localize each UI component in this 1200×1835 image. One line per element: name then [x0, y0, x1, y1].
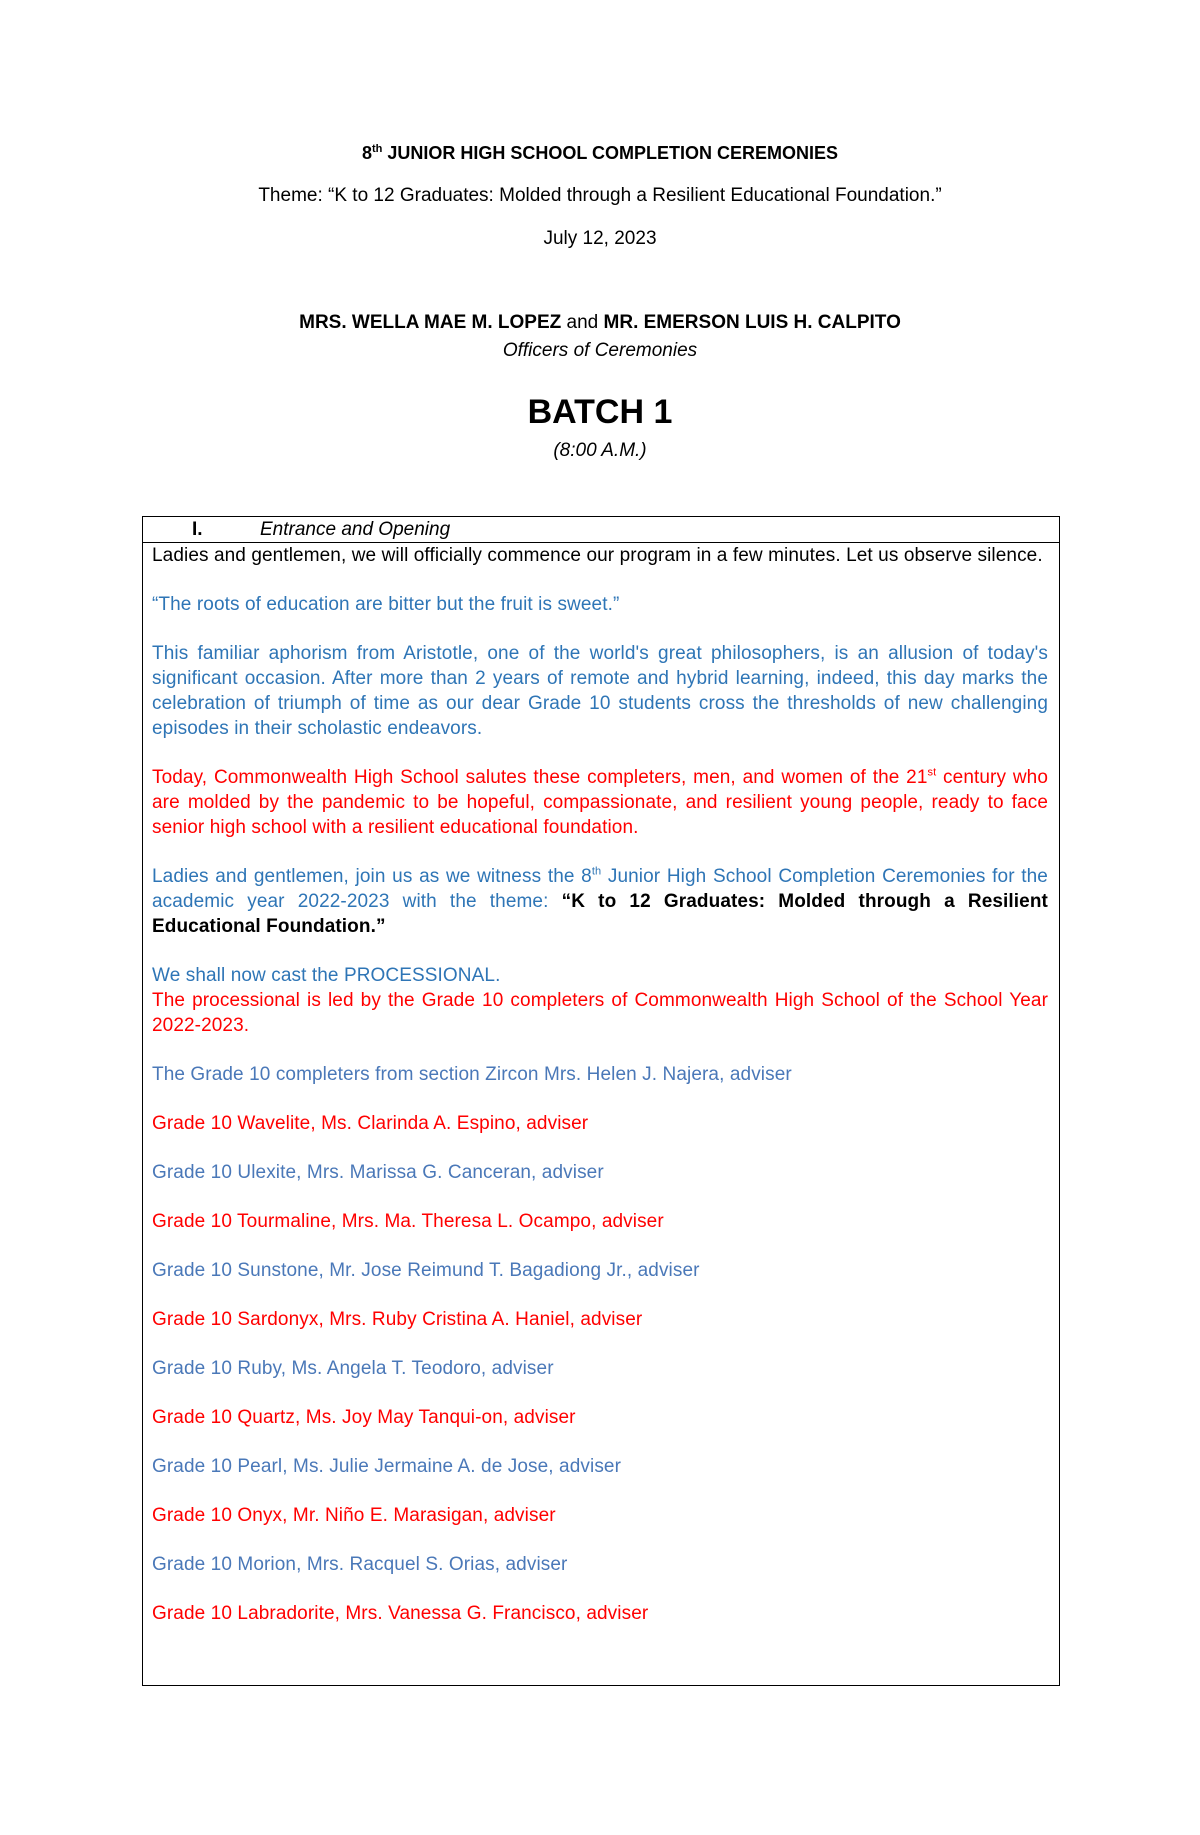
section-body: [143, 543, 1059, 1626]
officers-names: [0, 312, 1200, 334]
salute-sup: st: [927, 766, 937, 779]
program-section-box: [142, 516, 1060, 1686]
witness-sup: th: [591, 865, 602, 878]
title-ordinal: 8: [361, 143, 372, 163]
salute-text-b: century who are molded by the pandemic to be hopeful, compassionate, and resilient young people, ready to face senior high school with a resilient educational foundation.: [152, 767, 1048, 838]
batch-time: (8:00 A.M.): [553, 440, 647, 461]
officers-role: Officers of Ceremonies: [502, 340, 698, 361]
section-line-tourmaline: Grade 10 Tourmaline, Mrs. Ma. Theresa L. Ocampo, adviser: [152, 1211, 664, 1232]
section-line-onyx: Grade 10 Onyx, Mr. Niño E. Marasigan, adviser: [152, 1505, 556, 1526]
witness-text-a: Ladies and gentlemen, join us as we witness the 8: [152, 866, 592, 887]
section-line-labradorite: Grade 10 Labradorite, Mrs. Vanessa G. Francisco, adviser: [152, 1603, 649, 1624]
ceremony-date: July 12, 2023: [543, 228, 657, 249]
witness-theme-bold: “K to 12 Graduates: Molded through a Resilient Educational Foundation.”: [152, 891, 1048, 937]
section-line-ulexite: Grade 10 Ulexite, Mrs. Marissa G. Canceran, adviser: [152, 1162, 604, 1183]
officer-1: MRS. WELLA MAE M. LOPEZ: [299, 312, 562, 333]
ceremony-theme: Theme: “K to 12 Graduates: Molded through a Resilient Educational Foundation.”: [258, 185, 942, 206]
section-header: [143, 517, 1059, 543]
processional-paragraph: The processional is led by the Grade 10 completers of Commonwealth High School of the School Year 2022-2023.: [152, 990, 1048, 1036]
section-line-wavelite: Grade 10 Wavelite, Ms. Clarinda A. Espino, adviser: [152, 1113, 589, 1134]
ceremony-title: [0, 143, 1200, 164]
witness-paragraph: [152, 864, 1048, 939]
section-line-quartz: Grade 10 Quartz, Ms. Joy May Tanqui-on, adviser: [152, 1407, 576, 1428]
salute-paragraph: [152, 765, 1048, 840]
batch-heading: BATCH 1: [527, 393, 673, 431]
section-line-ruby: Grade 10 Ruby, Ms. Angela T. Teodoro, adviser: [152, 1358, 554, 1379]
opening-paragraph: Ladies and gentlemen, we will officially commence our program in a few minutes. Let us observe silence.: [152, 545, 1043, 566]
officer-join: and: [561, 312, 604, 333]
aristotle-quote: “The roots of education are bitter but the fruit is sweet.”: [152, 594, 620, 615]
salute-text-a: Today, Commonwealth High School salutes these completers, men, and women of the 21: [152, 767, 928, 788]
title-text: JUNIOR HIGH SCHOOL COMPLETION CEREMONIES: [382, 143, 839, 163]
section-line-sardonyx: Grade 10 Sardonyx, Mrs. Ruby Cristina A. Haniel, adviser: [152, 1309, 643, 1330]
title-ordinal-suffix: th: [371, 143, 383, 155]
section-numeral: I.: [192, 519, 203, 540]
aphorism-paragraph: This familiar aphorism from Aristotle, one of the world's great philosophers, is an allusion of today's significant occasion. After more than 2 years of remote and hybrid learning, indeed, this day marks the celebration of triumph of time as our dear Grade 10 students cross the thresholds of new challenging episodes in their scholastic endeavors.: [152, 643, 1048, 739]
section-line-pearl: Grade 10 Pearl, Ms. Julie Jermaine A. de Jose, adviser: [152, 1456, 622, 1477]
processional-announcement: We shall now cast the PROCESSIONAL.: [152, 965, 501, 986]
section-title: Entrance and Opening: [260, 519, 451, 540]
section-line-sunstone: Grade 10 Sunstone, Mr. Jose Reimund T. Bagadiong Jr., adviser: [152, 1260, 700, 1281]
section-line-morion: Grade 10 Morion, Mrs. Racquel S. Orias, adviser: [152, 1554, 568, 1575]
section-line-zircon: The Grade 10 completers from section Zircon Mrs. Helen J. Najera, adviser: [152, 1064, 792, 1085]
officer-2: MR. EMERSON LUIS H. CALPITO: [603, 312, 901, 333]
witness-text-b: Junior High School Completion Ceremonies for the academic year 2022-2023 with the theme:: [152, 866, 1048, 912]
